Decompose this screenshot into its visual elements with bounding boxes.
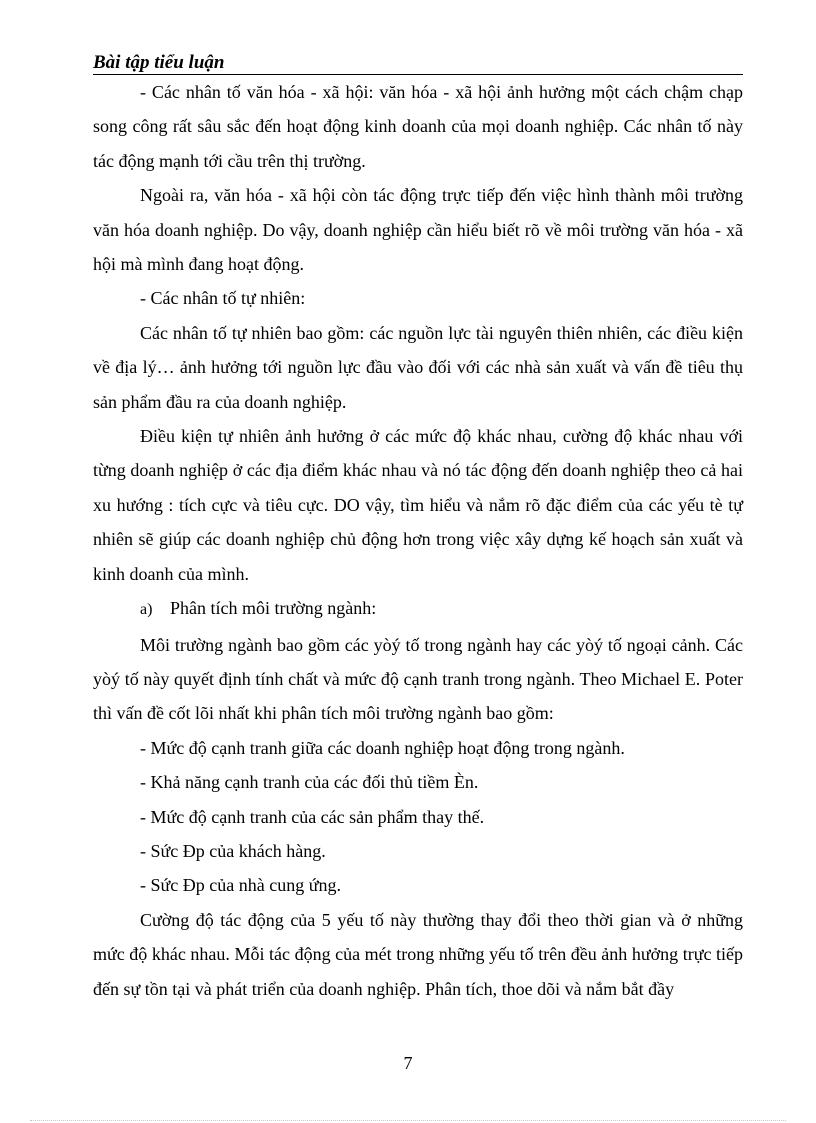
page-header: [93, 52, 743, 75]
list-item: - Sức Ðp của nhà cung ứng.: [140, 875, 341, 896]
paragraph-natural-conditions: Điều kiện tự nhiên ảnh hưởng ở các mức độ khác nhau, cường độ khác nhau với từng doanh nghiệp ở các địa điểm khác nhau và nó tác động đến doanh nghiệp theo cả hai xu hướng : tích cực và tiêu cực. DO vậy, tìm hiểu và nắm rõ đặc điểm của các yếu tè tự nhiên sẽ giúp các doanh nghiệp chủ động hơn trong việc xây dựng kế hoạch sản xuất và kinh doanh của mình.: [93, 426, 743, 584]
header-title: Bài tập tiểu luận: [93, 52, 225, 73]
section-a-marker: a): [140, 601, 153, 619]
paragraph-cultural-impact: Ngoài ra, văn hóa - xã hội còn tác động trực tiếp đến việc hình thành môi trường văn hóa doanh nghiệp. Do vậy, doanh nghiệp cần hiểu biết rõ về môi trường văn hóa - xã hội mà mình đang hoạt động.: [93, 185, 743, 275]
list-item: - Mức độ cạnh tranh của các sản phẩm thay thế.: [140, 806, 485, 827]
paragraph-industry-environment: Môi trường ngành bao gồm các yòý tố trong ngành hay các yòý tố ngoại cảnh. Các yòý tố này quyết định tính chất và mức độ cạnh tranh trong ngành. Theo Michael E. Poter thì vấn đề cốt lõi nhất khi phân tích môi trường ngành bao gồm:: [93, 634, 743, 724]
document-body: [93, 75, 743, 1006]
page-bottom-divider: [30, 1120, 786, 1121]
paragraph-natural-factors-heading: - Các nhân tố tự nhiên:: [140, 288, 306, 309]
paragraph-natural-factors: Các nhân tố tự nhiên bao gồm: các nguồn lực tài nguyên thiên nhiên, các điều kiện về địa lý… ảnh hưởng tới nguồn lực đầu vào đối với các nhà sản xuất và vấn đề tiêu thụ sản phẩm đầu ra của doanh nghiệp.: [93, 322, 743, 412]
paragraph-five-forces-intensity: Cường độ tác động của 5 yếu tố này thường thay đổi theo thời gian và ở những mức độ khác nhau. Mỗi tác động của mét trong những yếu tố trên đều ảnh hưởng trực tiếp đến sự tồn tại và phát triển của doanh nghiệp. Phân tích, thoe dõi và nắm bắt đầy: [93, 909, 743, 999]
list-item: - Sức Ðp của khách hàng.: [140, 840, 326, 861]
list-item: - Khả năng cạnh tranh của các đối thủ tiềm Èn.: [140, 772, 479, 793]
paragraph-cultural-factors: - Các nhân tố văn hóa - xã hội: văn hóa - xã hội ảnh hưởng một cách chậm chạp song công rất sâu sắc đến hoạt động kinh doanh của mọi doanh nghiệp. Các nhân tố này tác động mạnh tới cầu trên thị trường.: [93, 82, 743, 171]
list-item: - Mức độ cạnh tranh giữa các doanh nghiệp hoạt động trong ngành.: [140, 737, 625, 758]
section-a-title: Phân tích môi trường ngành:: [170, 598, 377, 619]
section-a-heading: [93, 591, 743, 627]
page-number: 7: [403, 1053, 413, 1073]
